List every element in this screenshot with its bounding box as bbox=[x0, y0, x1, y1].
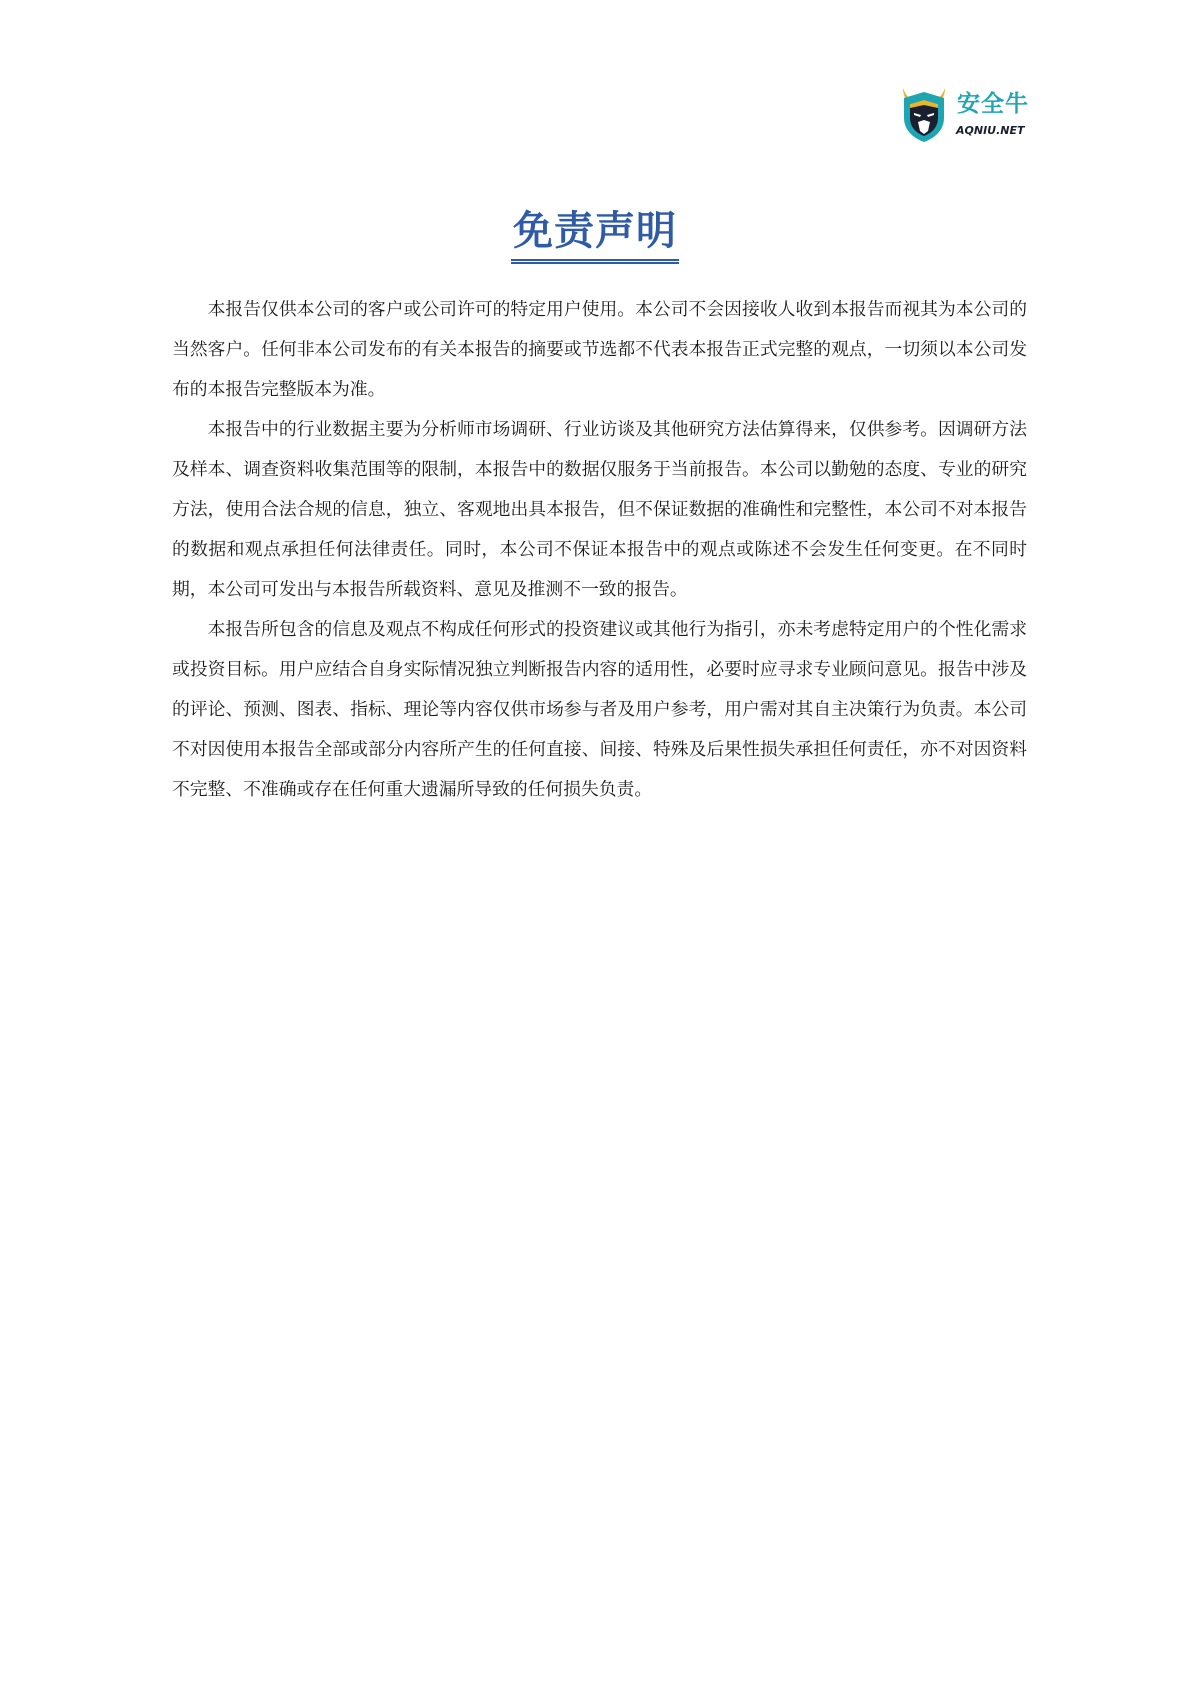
paragraph: 本报告中的行业数据主要为分析师市场调研、行业访谈及其他研究方法估算得来，仅供参考。因调研方法及样本、调查资料收集范围等的限制，本报告中的数据仅服务于当前报告。本公司以勤勉的态度、专业的研究方法，使用合法合规的信息，独立、客观地出具本报告，但不保证数据的准确性和完整性，本公司不对本报告的数据和观点承担任何法律责任。同时，本公司不保证本报告中的观点或陈述不会发生任何变更。在不同时期，本公司可发出与本报告所载资料、意见及推测不一致的报告。 bbox=[172, 419, 1027, 600]
page-title-text: 免责声明 bbox=[511, 205, 679, 264]
bull-shield-icon bbox=[900, 84, 948, 144]
paragraph: 本报告仅供本公司的客户或公司许可的特定用户使用。本公司不会因接收人收到本报告而视其为本公司的当然客户。任何非本公司发布的有关本报告的摘要或节选都不代表本报告正式完整的观点，一切须以本公司发布的本报告完整版本为准。 bbox=[172, 299, 1027, 400]
brand-logo bbox=[900, 82, 1030, 146]
brand-name-cn: 安全牛 bbox=[957, 91, 1029, 117]
paragraph: 本报告所包含的信息及观点不构成任何形式的投资建议或其他行为指引，亦未考虑特定用户的个性化需求或投资目标。用户应结合自身实际情况独立判断报告内容的适用性，必要时应寻求专业顾问意见。报告中涉及的评论、预测、图表、指标、理论等内容仅供市场参与者及用户参考，用户需对其自主决策行为负责。本公司不对因使用本报告全部或部分内容所产生的任何直接、间接、特殊及后果性损失承担任何责任，亦不对因资料不完整、不准确或存在任何重大遗漏所导致的任何损失负责。 bbox=[172, 619, 1027, 800]
brand-name-en: AQNIU.NET bbox=[956, 124, 1025, 137]
page-title bbox=[0, 205, 1190, 264]
disclaimer-body bbox=[172, 290, 1027, 810]
